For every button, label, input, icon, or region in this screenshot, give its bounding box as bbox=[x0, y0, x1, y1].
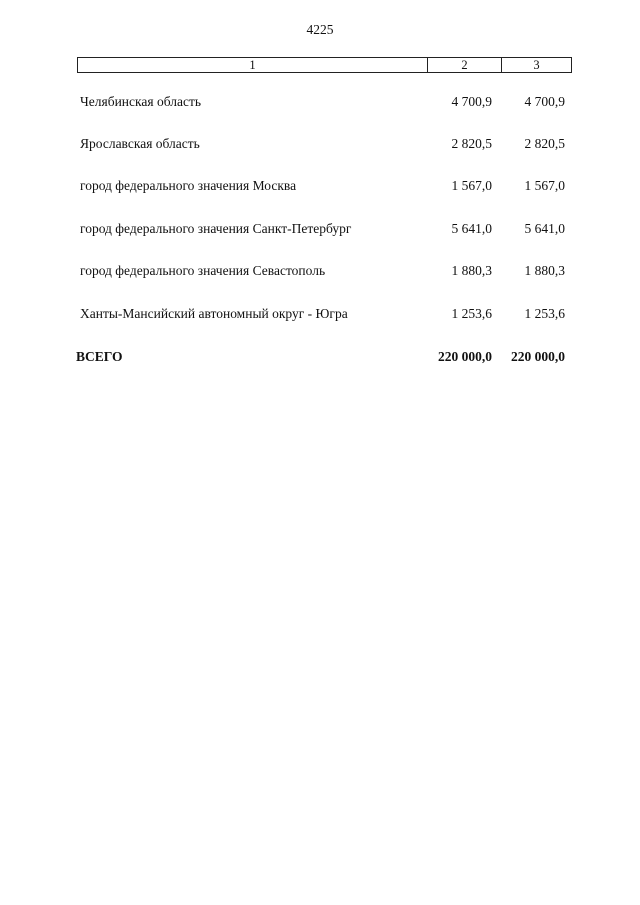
total-col3-value: 220 000,0 bbox=[511, 349, 565, 364]
row-col3-value: 1 567,0 bbox=[524, 178, 565, 193]
row-col2-value: 1 567,0 bbox=[451, 178, 492, 193]
row-col2-value: 2 820,5 bbox=[451, 136, 492, 151]
table-row bbox=[80, 263, 572, 281]
row-name: город федерального значения Санкт-Петербург bbox=[80, 221, 352, 236]
row-col3-value: 4 700,9 bbox=[524, 94, 565, 109]
header-col-3: 3 bbox=[533, 58, 540, 72]
row-col3-value: 1 253,6 bbox=[524, 306, 565, 321]
row-name: город федерального значения Москва bbox=[80, 178, 297, 193]
table-row bbox=[80, 221, 572, 239]
table-header bbox=[77, 57, 572, 73]
table-total-row bbox=[76, 349, 572, 367]
table-row bbox=[80, 178, 572, 196]
table-row bbox=[80, 306, 572, 324]
row-col2-value: 5 641,0 bbox=[451, 221, 492, 236]
row-name: город федерального значения Севастополь bbox=[80, 263, 326, 278]
header-col-1: 1 bbox=[78, 58, 428, 72]
row-col2-value: 4 700,9 bbox=[451, 94, 492, 109]
table-row bbox=[80, 94, 572, 112]
page-number: 4225 bbox=[306, 22, 334, 37]
row-col2-value: 1 880,3 bbox=[451, 263, 492, 278]
row-name: Ярославская область bbox=[80, 136, 200, 151]
row-col3-value: 1 880,3 bbox=[524, 263, 565, 278]
table-row bbox=[80, 136, 572, 154]
total-col2-value: 220 000,0 bbox=[438, 349, 492, 364]
row-name: Челябинская область bbox=[80, 94, 202, 109]
row-col3-value: 2 820,5 bbox=[524, 136, 565, 151]
row-name: Ханты-Мансийский автономный округ - Югра bbox=[80, 306, 348, 321]
row-col3-value: 5 641,0 bbox=[524, 221, 565, 236]
row-col2-value: 1 253,6 bbox=[451, 306, 492, 321]
header-col-2: 2 bbox=[428, 58, 502, 72]
total-label: ВСЕГО bbox=[76, 349, 123, 364]
